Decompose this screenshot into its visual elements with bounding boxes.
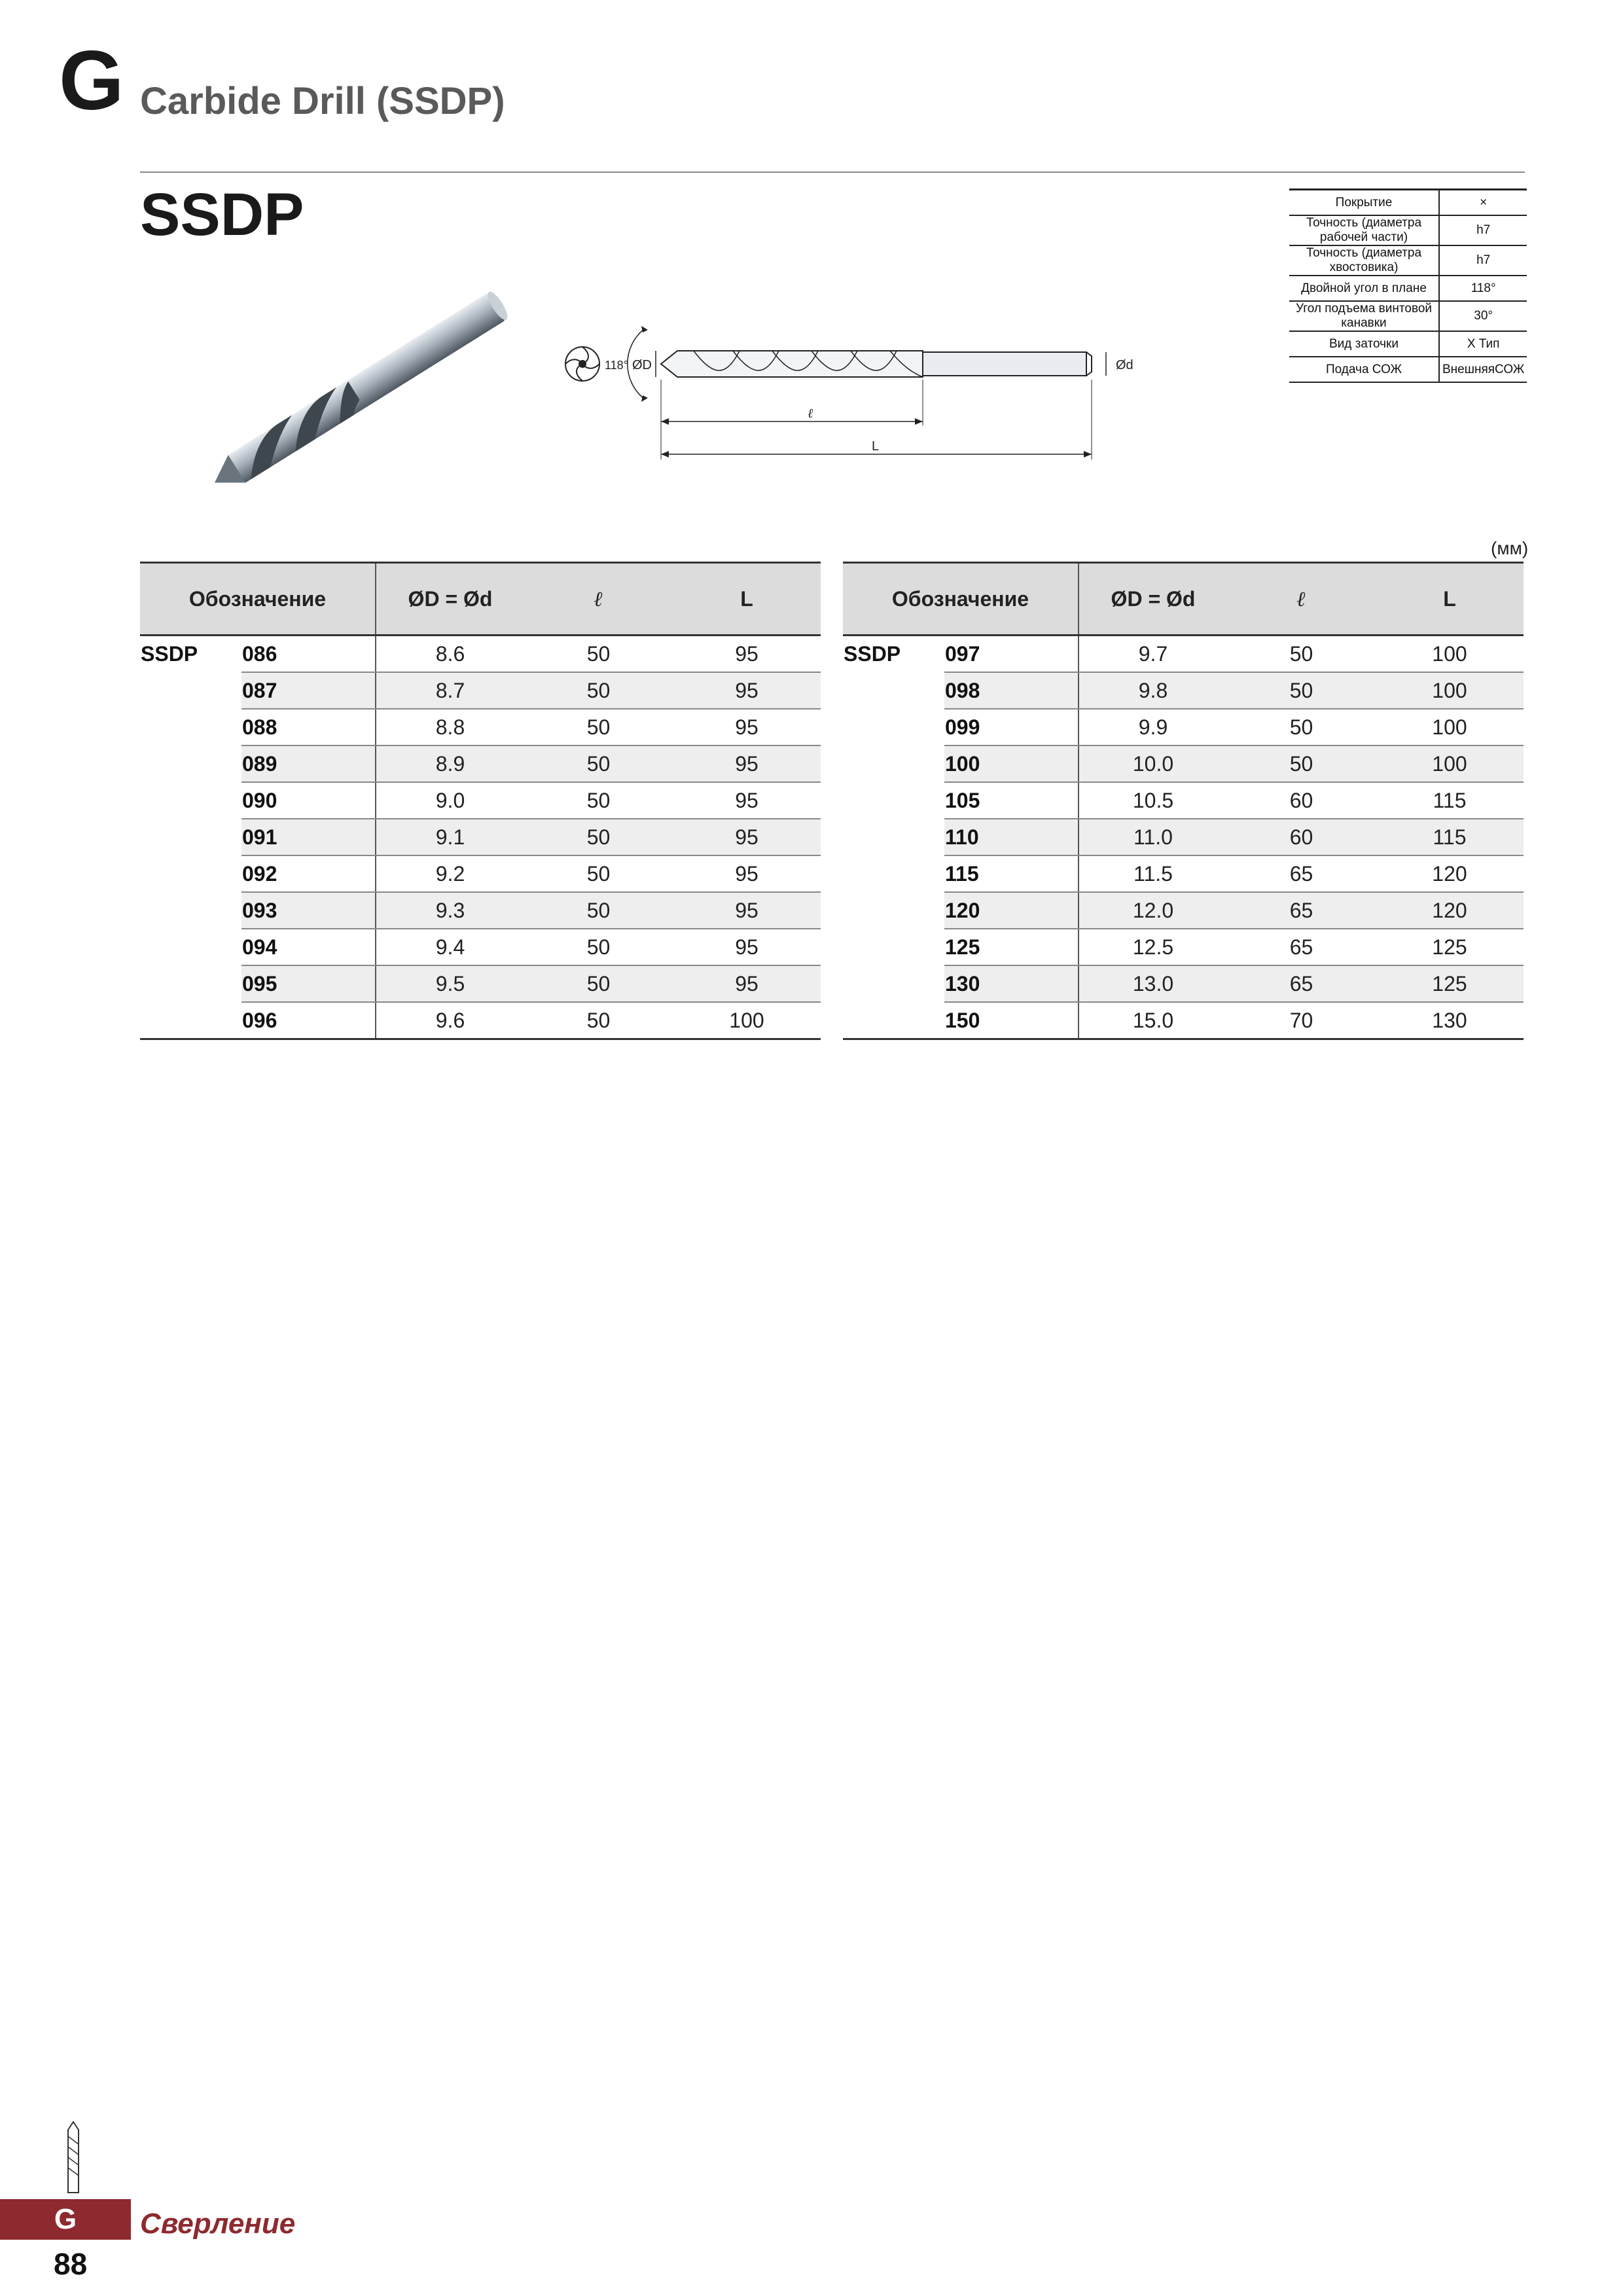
overall-length-cell: 115 — [1376, 819, 1524, 855]
diameter-cell: 11.0 — [1079, 819, 1227, 855]
flute-length-cell: 50 — [524, 892, 673, 929]
series-cell — [140, 892, 241, 929]
diameter-cell: 9.8 — [1079, 672, 1227, 709]
spec-value: 30° — [1439, 301, 1527, 331]
series-cell: SSDP — [140, 636, 241, 673]
overall-length-cell: 115 — [1376, 782, 1524, 819]
section-label: Сверление — [140, 2208, 296, 2240]
flute-length-cell: 50 — [524, 855, 673, 892]
spec-key: Вид заточки — [1289, 331, 1439, 357]
section-badge: G — [0, 2199, 131, 2240]
series-cell — [140, 782, 241, 819]
diameter-cell: 9.2 — [376, 855, 524, 892]
header-designation: Обозначение — [843, 563, 1079, 636]
overall-length-cell: 100 — [1376, 636, 1524, 673]
diameter-cell: 13.0 — [1079, 965, 1227, 1002]
drill-icon — [65, 2121, 81, 2194]
overall-length-label: L — [872, 439, 880, 454]
flute-length-cell: 60 — [1227, 782, 1376, 819]
diameter-cell: 8.9 — [376, 745, 524, 782]
series-cell — [140, 929, 241, 965]
overall-length-cell: 130 — [1376, 1002, 1524, 1039]
table-row — [140, 819, 821, 855]
code-cell: 087 — [241, 672, 376, 709]
diameter-cell: 9.3 — [376, 892, 524, 929]
spec-row — [1289, 301, 1527, 331]
section-letter: G — [59, 34, 122, 128]
code-cell: 092 — [241, 855, 376, 892]
series-cell — [843, 892, 944, 929]
diameter-cell: 8.7 — [376, 672, 524, 709]
spec-value: X Тип — [1439, 331, 1527, 357]
code-cell: 120 — [944, 892, 1079, 929]
product-title: SSDP — [140, 181, 304, 248]
table-row — [843, 965, 1524, 1002]
header-overall-length: L — [673, 563, 821, 636]
drill-outline — [661, 351, 1092, 377]
product-table-right — [843, 562, 1524, 1040]
table-row — [843, 1002, 1524, 1039]
spec-key: Двойной угол в плане — [1289, 276, 1439, 301]
series-cell — [140, 745, 241, 782]
diameter-cell: 9.5 — [376, 965, 524, 1002]
series-cell — [843, 672, 944, 709]
flute-length-cell: 50 — [1227, 745, 1376, 782]
spec-table — [1289, 188, 1527, 383]
overall-length-cell: 95 — [673, 782, 821, 819]
series-cell — [843, 1002, 944, 1039]
table-row — [140, 929, 821, 965]
diameter-cell: 8.6 — [376, 636, 524, 673]
series-cell — [843, 929, 944, 965]
table-row — [843, 892, 1524, 929]
table-row — [843, 782, 1524, 819]
overall-length-cell: 95 — [673, 892, 821, 929]
code-cell: 125 — [944, 929, 1079, 965]
series-cell — [140, 709, 241, 745]
series-cell — [843, 745, 944, 782]
table-row — [140, 965, 821, 1002]
code-cell: 105 — [944, 782, 1079, 819]
diameter-cell: 9.1 — [376, 819, 524, 855]
table-row — [843, 819, 1524, 855]
diameter-cell: 10.5 — [1079, 782, 1227, 819]
code-cell: 097 — [944, 636, 1079, 673]
overall-length-cell: 95 — [673, 819, 821, 855]
flute-length-cell: 50 — [524, 819, 673, 855]
header-diameter: ØD = Ød — [1079, 563, 1227, 636]
flute-length-cell: 50 — [524, 672, 673, 709]
angle-label: 118° — [605, 359, 628, 372]
spec-row — [1289, 190, 1527, 216]
table-row — [843, 929, 1524, 965]
series-cell — [843, 855, 944, 892]
series-cell — [843, 709, 944, 745]
drill-photo — [177, 288, 530, 504]
overall-length-cell: 95 — [673, 855, 821, 892]
flute-length-cell: 50 — [524, 745, 673, 782]
table-row — [843, 709, 1524, 745]
series-cell — [843, 782, 944, 819]
table-row — [140, 782, 821, 819]
table-row — [140, 1002, 821, 1039]
spec-value: × — [1439, 190, 1527, 216]
spec-key: Угол подъема винтовой канавки — [1289, 301, 1439, 331]
technical-drawing — [556, 314, 1257, 465]
series-cell — [140, 855, 241, 892]
flute-length-cell: 50 — [524, 709, 673, 745]
header-flute-length: ℓ — [1227, 563, 1376, 636]
code-cell: 115 — [944, 855, 1079, 892]
series-cell — [140, 819, 241, 855]
series-cell — [140, 1002, 241, 1039]
section-title: Carbide Drill (SSDP) — [140, 80, 505, 122]
overall-length-cell: 100 — [1376, 672, 1524, 709]
flute-length-cell: 65 — [1227, 892, 1376, 929]
overall-length-cell: 95 — [673, 745, 821, 782]
diameter-cell: 12.0 — [1079, 892, 1227, 929]
flute-length-cell: 50 — [524, 636, 673, 673]
diameter-shank-label: Ød — [1116, 358, 1133, 372]
spec-value: h7 — [1439, 215, 1527, 245]
spec-value: 118° — [1439, 276, 1527, 301]
diameter-cell: 15.0 — [1079, 1002, 1227, 1039]
flute-length-cell: 50 — [1227, 709, 1376, 745]
code-cell: 099 — [944, 709, 1079, 745]
code-cell: 093 — [241, 892, 376, 929]
flute-length-cell: 65 — [1227, 965, 1376, 1002]
flute-length-cell: 50 — [524, 929, 673, 965]
series-cell — [140, 965, 241, 1002]
code-cell: 130 — [944, 965, 1079, 1002]
spec-row — [1289, 215, 1527, 245]
overall-length-cell: 95 — [673, 709, 821, 745]
flute-length-label: ℓ — [808, 406, 813, 421]
table-header-row — [843, 563, 1524, 636]
overall-length-cell: 95 — [673, 929, 821, 965]
diameter-cell: 9.6 — [376, 1002, 524, 1039]
header-diameter: ØD = Ød — [376, 563, 524, 636]
table-row — [140, 709, 821, 745]
overall-length-cell: 100 — [673, 1002, 821, 1039]
diameter-cell: 11.5 — [1079, 855, 1227, 892]
overall-length-cell: 125 — [1376, 965, 1524, 1002]
table-row — [843, 636, 1524, 673]
spec-row — [1289, 357, 1527, 382]
series-cell: SSDP — [843, 636, 944, 673]
page-number: 88 — [54, 2247, 88, 2281]
spec-key: Точность (диаметра рабочей части) — [1289, 215, 1439, 245]
spec-key: Точность (диаметра хвостовика) — [1289, 245, 1439, 276]
code-cell: 088 — [241, 709, 376, 745]
code-cell: 090 — [241, 782, 376, 819]
diameter-major-label: ØD — [632, 358, 652, 372]
flute-length-cell: 65 — [1227, 929, 1376, 965]
flute-length-cell: 50 — [1227, 636, 1376, 673]
code-cell: 091 — [241, 819, 376, 855]
table-header-row — [140, 563, 821, 636]
table-row — [140, 855, 821, 892]
series-cell — [843, 819, 944, 855]
flute-length-cell: 50 — [524, 782, 673, 819]
diameter-cell: 9.9 — [1079, 709, 1227, 745]
header-divider — [140, 171, 1525, 173]
table-row — [140, 672, 821, 709]
code-cell: 100 — [944, 745, 1079, 782]
table-row — [140, 745, 821, 782]
table-row — [140, 636, 821, 673]
flute-length-cell: 50 — [1227, 672, 1376, 709]
product-table-left — [140, 562, 821, 1040]
diameter-cell: 9.4 — [376, 929, 524, 965]
overall-length-cell: 120 — [1376, 892, 1524, 929]
spec-row — [1289, 276, 1527, 301]
overall-length-cell: 120 — [1376, 855, 1524, 892]
table-row — [140, 892, 821, 929]
code-cell: 098 — [944, 672, 1079, 709]
flute-length-cell: 65 — [1227, 855, 1376, 892]
diameter-cell: 12.5 — [1079, 929, 1227, 965]
header-designation: Обозначение — [140, 563, 376, 636]
header-overall-length: L — [1376, 563, 1524, 636]
code-cell: 089 — [241, 745, 376, 782]
flute-length-cell: 60 — [1227, 819, 1376, 855]
series-cell — [140, 672, 241, 709]
spec-key: Подача СОЖ — [1289, 357, 1439, 382]
overall-length-cell: 95 — [673, 636, 821, 673]
spec-key: Покрытие — [1289, 190, 1439, 216]
code-cell: 095 — [241, 965, 376, 1002]
flute-length-cell: 50 — [524, 965, 673, 1002]
overall-length-cell: 95 — [673, 672, 821, 709]
header-flute-length: ℓ — [524, 563, 673, 636]
code-cell: 110 — [944, 819, 1079, 855]
table-row — [843, 855, 1524, 892]
overall-length-cell: 100 — [1376, 709, 1524, 745]
table-row — [843, 672, 1524, 709]
unit-label: (мм) — [1491, 538, 1529, 558]
code-cell: 096 — [241, 1002, 376, 1039]
code-cell: 094 — [241, 929, 376, 965]
spec-row — [1289, 331, 1527, 357]
diameter-cell: 8.8 — [376, 709, 524, 745]
code-cell: 150 — [944, 1002, 1079, 1039]
flute-length-cell: 50 — [524, 1002, 673, 1039]
code-cell: 086 — [241, 636, 376, 673]
diameter-cell: 10.0 — [1079, 745, 1227, 782]
end-view — [565, 347, 599, 381]
overall-length-cell: 100 — [1376, 745, 1524, 782]
table-row — [843, 745, 1524, 782]
diameter-cell: 9.0 — [376, 782, 524, 819]
spec-value: h7 — [1439, 245, 1527, 276]
drill-shank — [345, 292, 507, 410]
overall-length-cell: 125 — [1376, 929, 1524, 965]
overall-length-cell: 95 — [673, 965, 821, 1002]
flute-length-cell: 70 — [1227, 1002, 1376, 1039]
spec-value: ВнешняяСОЖ — [1439, 357, 1527, 382]
spec-row — [1289, 245, 1527, 276]
diameter-cell: 9.7 — [1079, 636, 1227, 673]
series-cell — [843, 965, 944, 1002]
